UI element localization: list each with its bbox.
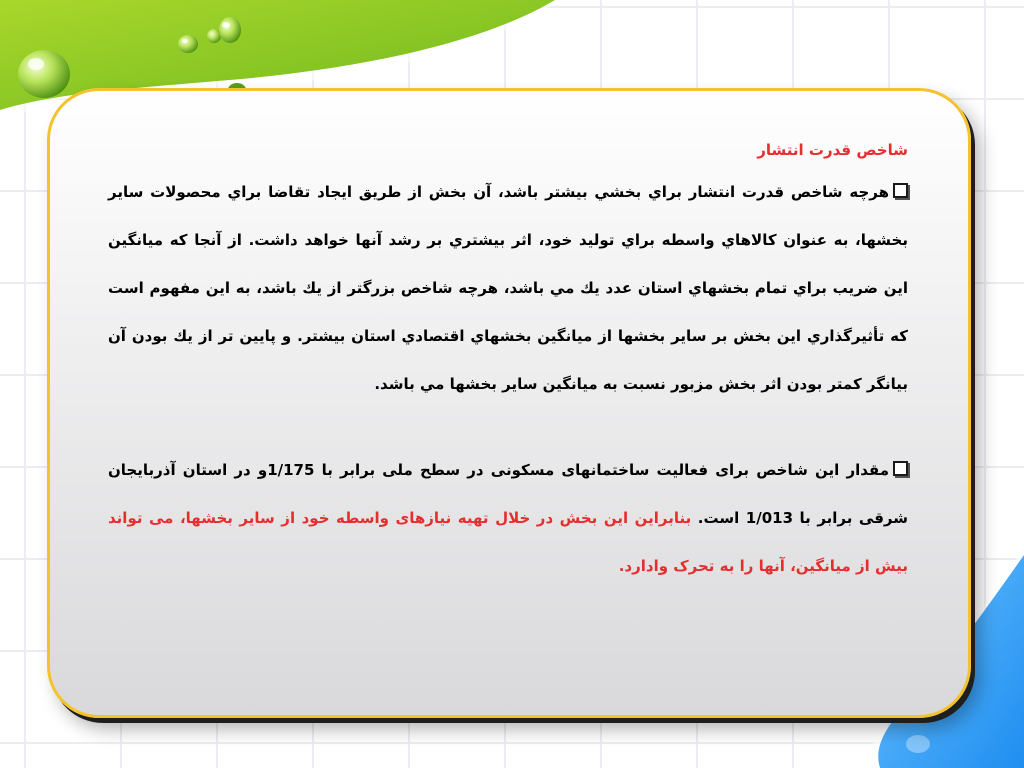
checkbox-bullet-icon (893, 183, 908, 198)
paragraph-2-text: مقدار این شاخص برای فعالیت ساختمانهای مسکونی در سطح ملی برابر با 1/175و در استان آذربایجان شرقی برابر با 1/013 است. (108, 461, 908, 527)
checkbox-bullet-icon (893, 461, 908, 476)
slide-heading: شاخص قدرت انتشار (757, 141, 908, 159)
slide-body (108, 137, 908, 590)
paragraph-1 (108, 168, 908, 408)
paragraph-1-text: هرچه شاخص قدرت انتشار براي بخشي بيشتر باشد، آن بخش از طريق ايجاد تقاضا براي محصولات ساير بخشها، به عنوان كالاهاي واسطه براي توليد خود، اثر بيشتري بر رشد آنها خواهد داشت. از آنجا كه ميانگين اين ضريب براي تمام بخشهاي استان عدد يك مي باشد، هرچه شاخص بزرگتر از يك باشد، به اين مفهوم است كه تأثيرگذاري اين بخش بر ساير بخشها از ميانگين بخشهاي اقتصادي استان بيشتر. و پايين تر از يك بودن آن بيانگر كمتر بودن اثر بخش مزبور نسبت به ميانگين ساير بخشها مي باشد. (108, 183, 908, 393)
content-card (47, 88, 971, 718)
paragraph-2-highlight: بنابراین این بخش در خلال تهیه نیازهای واسطه خود از سایر بخشها، می تواند بیش از میانگین، آنها را به تحرک وادارد. (108, 509, 908, 575)
paragraph-2 (108, 446, 908, 590)
